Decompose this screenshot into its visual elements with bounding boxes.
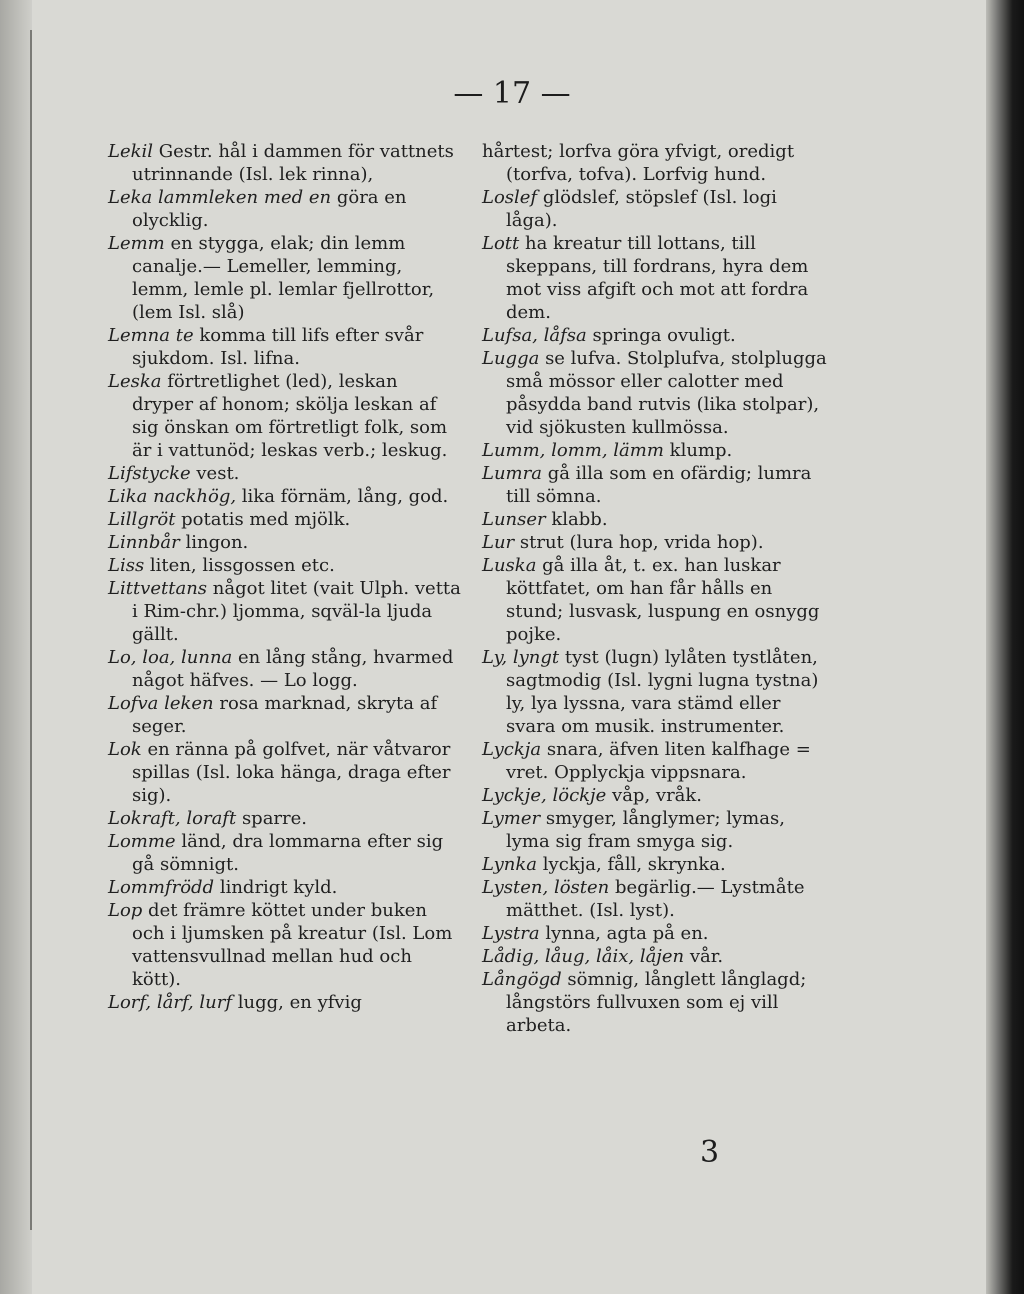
entry-definition: gå illa åt, t. ex. han luskar köttfatet, om han får hålls en stund; lusvask, luspung en osnygg pojke. [506, 555, 820, 645]
entry-headword: Lådig, låug, låix, låjen [482, 946, 685, 967]
entry-definition: det främre köttet under buken och i ljumsken på kreatur (Isl. Lom vattensvullnad mellan hud och kött). [132, 900, 453, 990]
page-edge-shadow [986, 0, 1024, 1294]
dictionary-entry [482, 232, 834, 324]
entry-headword: Lynka [482, 854, 538, 875]
entry-headword: Lunser [482, 509, 546, 530]
dictionary-entry [108, 807, 464, 830]
entry-definition: något litet (vait Ulph. vetta i Rim-chr.) ljomma, sqväl-la ljuda gällt. [132, 578, 461, 645]
entry-definition: springa ovuligt. [592, 325, 736, 346]
entry-definition: ha kreatur till lottans, till skeppans, till fordrans, hyra dem mot viss afgift och mot att fordra dem. [506, 233, 809, 323]
entry-headword: Lika nackhög, [108, 486, 237, 507]
dictionary-entry [108, 692, 464, 738]
entry-headword: Lok [108, 739, 142, 760]
entry-definition: glödslef, stöpslef (Isl. logi låga). [506, 187, 777, 231]
dictionary-entry [108, 876, 464, 899]
dictionary-entry [482, 807, 834, 853]
entry-definition: tyst (lugn) lylåten tystlåten, sagtmodig (Isl. lygni lugna tystna) ly, lya lyssna, vara stämd eller svara om musik. instrumenter. [506, 647, 819, 737]
entry-headword: Leka lammleken med en [108, 187, 332, 208]
dictionary-entry [108, 232, 464, 324]
entry-definition: en ränna på golfvet, när våtvaror spillas (Isl. loka hänga, draga efter sig). [132, 739, 451, 806]
entry-definition: klabb. [551, 509, 608, 530]
dictionary-entry [108, 485, 464, 508]
entry-headword: Lomme [108, 831, 176, 852]
dictionary-entry [108, 370, 464, 462]
gutter-line [30, 30, 32, 1230]
entry-definition: rosa marknad, skryta af seger. [132, 693, 438, 737]
dictionary-entry [482, 324, 834, 347]
entry-headword: Lo, loa, lunna [108, 647, 233, 668]
dictionary-entry [482, 186, 834, 232]
dictionary-entry [108, 554, 464, 577]
entry-definition: länd, dra lommarna efter sig gå sömnigt. [132, 831, 444, 875]
entry-definition: lika förnäm, lång, god. [241, 486, 449, 507]
dictionary-entry [482, 876, 834, 922]
entry-headword: Linnbår [108, 532, 180, 553]
entry-headword: Lemna te [108, 325, 194, 346]
entry-headword: Lemm [108, 233, 165, 254]
dictionary-entry [482, 968, 834, 1037]
entry-headword: Lifstycke [108, 463, 191, 484]
entry-headword: Loslef [482, 187, 538, 208]
entry-definition: vår. [689, 946, 724, 967]
dictionary-entry [482, 439, 834, 462]
page-number: — 17 — [453, 76, 571, 111]
entry-headword: Lufsa, låfsa [482, 325, 587, 346]
entry-definition: vest. [196, 463, 240, 484]
entry-definition: smyger, långlymer; lymas, lyma sig fram smyga sig. [506, 808, 785, 852]
entry-headword: Lekil [108, 141, 154, 162]
dictionary-entry [108, 646, 464, 692]
entry-definition: se lufva. Stolplufva, stolplugga små mössor eller calotter med påsydda band rutvis (lika stolpar), vid sjökusten kullmössa. [506, 348, 827, 438]
entry-headword: Lott [482, 233, 520, 254]
entry-headword: Lop [108, 900, 143, 921]
entry-definition: en stygga, elak; din lemm canalje.— Lemeller, lemming, lemm, lemle pl. lemlar fjellrottor, (lem Isl. slå) [132, 233, 435, 323]
entry-definition: våp, vråk. [612, 785, 703, 806]
entry-definition: Gestr. hål i dammen för vattnets utrinnande (Isl. lek rinna), [132, 141, 454, 185]
dictionary-entry [108, 577, 464, 646]
dictionary-entry [108, 738, 464, 807]
entry-headword: Lillgröt [108, 509, 176, 530]
entry-headword: Lysten, lösten [482, 877, 610, 898]
dictionary-entry [482, 554, 834, 646]
entry-headword: Liss [108, 555, 145, 576]
entry-definition: liten, lissgossen etc. [149, 555, 335, 576]
dictionary-entry [482, 508, 834, 531]
entry-headword: Lyckja [482, 739, 542, 760]
entry-definition: lugg, en yfvig [237, 992, 362, 1013]
signature-mark: 3 [700, 1135, 720, 1170]
dictionary-entry [108, 140, 464, 186]
dictionary-entry [482, 853, 834, 876]
entry-definition: strut (lura hop, vrida hop). [519, 532, 764, 553]
dictionary-entry [482, 738, 834, 784]
entry-headword: Lommfrödd [108, 877, 215, 898]
dictionary-entry [482, 140, 834, 186]
dictionary-entry [482, 462, 834, 508]
page-binding [0, 0, 32, 1294]
entry-headword: Långögd [482, 969, 562, 990]
dictionary-entry [108, 991, 464, 1014]
entry-headword: Lystra [482, 923, 540, 944]
entry-headword: Luska [482, 555, 537, 576]
entry-definition: lingon. [185, 532, 249, 553]
entry-headword: Ly, lyngt [482, 647, 560, 668]
entry-definition: snara, äfven liten kalfhage = vret. Opplyckja vippsnara. [506, 739, 811, 783]
dictionary-entry [108, 531, 464, 554]
right-column [482, 140, 834, 1037]
entry-definition: klump. [669, 440, 733, 461]
entry-definition: sparre. [241, 808, 308, 829]
dictionary-entry [108, 462, 464, 485]
entry-definition: lynna, agta på en. [545, 923, 709, 944]
entry-definition: begärlig.— Lystmåte mätthet. (Isl. lyst). [506, 877, 805, 921]
entry-definition: komma till lifs efter svår sjukdom. Isl. lifna. [132, 325, 424, 369]
entry-definition: hårtest; lorfva göra yfvigt, oredigt (torfva, tofva). Lorfvig hund. [482, 141, 795, 185]
entry-headword: Lugga [482, 348, 540, 369]
dictionary-entry [482, 945, 834, 968]
entry-definition: sömnig, långlett långlagd; långstörs fullvuxen som ej vill arbeta. [506, 969, 807, 1036]
dictionary-entry [108, 186, 464, 232]
entry-headword: Lorf, lårf, lurf [108, 992, 233, 1013]
dictionary-entry [482, 531, 834, 554]
dictionary-entry [108, 830, 464, 876]
entry-headword: Leska [108, 371, 162, 392]
dictionary-entry [482, 922, 834, 945]
entry-headword: Lofva leken [108, 693, 214, 714]
entry-headword: Lymer [482, 808, 541, 829]
dictionary-entry [482, 347, 834, 439]
dictionary-entry [482, 784, 834, 807]
entry-headword: Lumra [482, 463, 542, 484]
dictionary-entry [108, 324, 464, 370]
entry-headword: Lur [482, 532, 515, 553]
dictionary-entry [108, 899, 464, 991]
entry-definition: potatis med mjölk. [181, 509, 351, 530]
entry-definition: gå illa som en ofärdig; lumra till sömna. [506, 463, 812, 507]
entry-definition: en lång stång, hvarmed något häfves. — Lo logg. [132, 647, 454, 691]
dictionary-entry [482, 646, 834, 738]
entry-definition: göra en olycklig. [132, 187, 407, 231]
entry-headword: Lumm, lomm, lämm [482, 440, 664, 461]
entry-definition: förtretlighet (led), leskan dryper af honom; skölja leskan af sig önskan om förtretligt folk, som är i vattunöd; leskas verb.; leskug. [132, 371, 448, 461]
entry-definition: lindrigt kyld. [219, 877, 338, 898]
dictionary-entry [108, 508, 464, 531]
entry-definition: lyckja, fåll, skrynka. [542, 854, 726, 875]
left-column [108, 140, 464, 1014]
entry-headword: Lyckje, löckje [482, 785, 607, 806]
entry-headword: Lokraft, loraft [108, 808, 237, 829]
entry-headword: Littvettans [108, 578, 208, 599]
